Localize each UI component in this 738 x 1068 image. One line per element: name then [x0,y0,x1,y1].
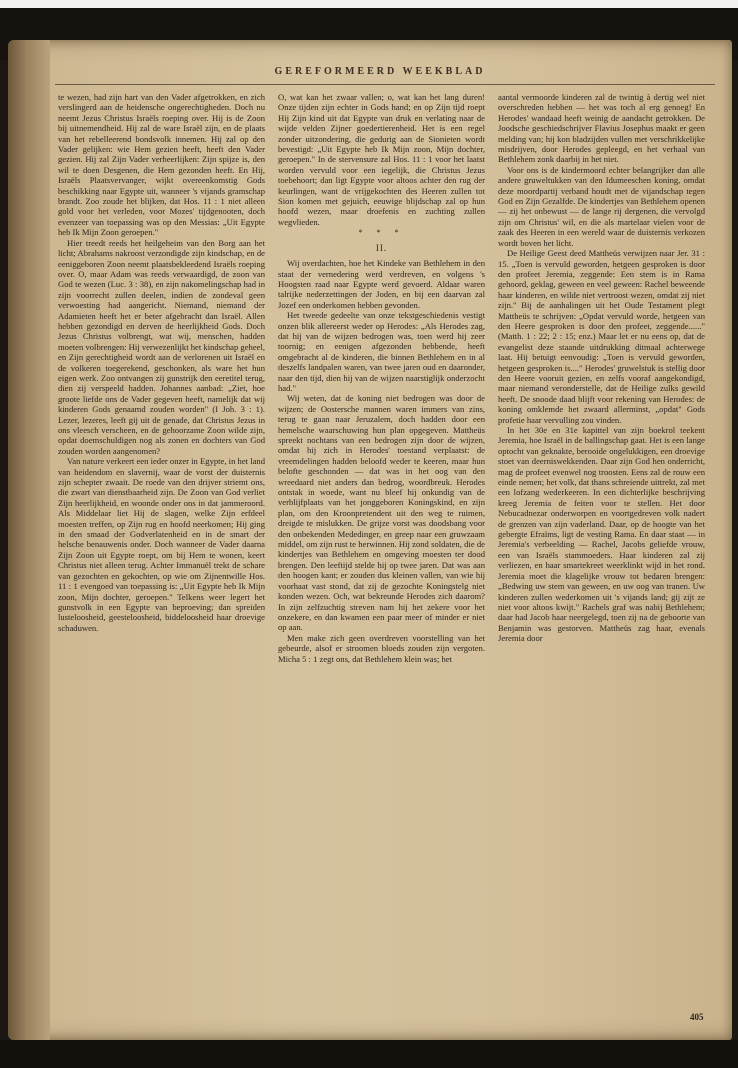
paragraph: O, wat kan het zwaar vallen; o, wat kan het lang duren! Onze tijden zijn echter in Gods hand; en op Zijn tijd roept Hij Zijn kind uit dat Egypte van druk en verlating naar de wijde velden Zijner goedertierenheid. Het is een regel zonder uitzondering, die gedurig aan de Sionieten wordt bevestigd: „Uit Egypte heb Ik Mijn zoon, Mijn dochter, geroepen." In de stervensure zal Hos. 11 : 1 voor het laatst worden vervuld voor een iegelijk, die Christus Jezus toebehoort; dan ligt Egypte voor altoos achter den rug der keurlingen, want de vrijgekochten des Heeren zullen tot Sion komen met gejuich, eeuwige blijdschap zal op hun hoofd wezen, maar droefenis en zuchting zullen wegvlieden. [278,92,485,227]
paragraph: Wij overdachten, hoe het Kindeke van Bethlehem in den staat der vernedering werd verdreven, en volgens 's Hoogsten raad naar Egypte werd gevoerd. Aldaar waren talrijke nederzettingen der Joden, en bij een daarvan zal Jozef een onderkomen hebben gevonden. [278,258,485,310]
running-header: GEREFORMEERD WEEKBLAD [274,66,486,77]
header-rule [55,84,715,85]
column-right [498,92,705,644]
paragraph: Van nature verkeert een ieder onzer in Egypte, in het land van heidendom en slavernij, waar de vorst der duisternis zijn schepter zwaait. De roede van den drijver striemt ons, die zwart van dienstbaarheid zijn. De Zoon van God verliet Zijn heerlijkheid, en woonde onder ons in dat jammeroord. Als Middelaar liet Hij de slagen, welke Zijn erfdeel moesten treffen, op Zijn rug en hoofd neerkomen; Hij ging in den smaad der Godverlatenheid en in de smart der helsche benauwenis onder. Doch wanneer de Vader daarna Zijn Zoon uit Egypte roept, om bij Hem te wonen, keert Christus niet alleen terug. Achter Immanuël trekt de schare van gezochten en gekochten, op wie om Zijnentwille Hos. 11 : 1 evengoed van toepassing is: „Uit Egypte heb Ik Mijn zoon, Mijn dochter, geroepen." Telkens weer legert het gunstvolk in een Egypte van beproeving; dan spreiden lusteloosheid, geesteloosheid, biddeloosheid haar droevige schaduwen. [58,456,265,633]
column-middle [278,92,485,664]
column-left [58,92,265,633]
paragraph: aantal vermoorde kinderen zal de twintig à dertig wel niet overschreden hebben — het was toch al erg genoeg! En Herodes' wandaad heeft weinig de aandacht getrokken. De Joodsche geschiedschrijver Flavius Josephus maakt er geen melding van; hij kon bladzijden vullen met verschrikkelijke misdrijven, door Herodes gepleegd, en het verhaal van Bethlehem zonk daarbij in het niet. [498,92,705,165]
section-divider-stars: * * * [358,228,405,238]
paragraph: Het tweede gedeelte van onze tekstgeschiedenis vestigt onzen blik allereerst weder op Herodes: „Als Herodes zag, dat hij van de wijzen bedrogen was, toen werd hij zeer toornig; en eenigen afgezonden hebbende, heeft omgebracht al de kinderen, die binnen Bethlehem en in al deszelfs landpalen waren, van twee jaren oud en daaronder, naar den tijd, dien hij van de wijzen naarstiglijk onderzocht had." [278,310,485,393]
paragraph: De Heilige Geest deed Mattheüs verwijzen naar Jer. 31 : 15. „Toen is vervuld geworden, hetgeen gesproken is door den profeet Jeremia, zeggende: Een stem is in Rama gehoord, geklag, geween en veel geween: Rachel beweende haar kinderen, en wilde niet vertroost wezen, omdat zij niet zijn." Bij de aanhalingen uit het Oude Testament plegt Mattheüs te schrijven: „Opdat vervuld worde, hetgeen van den Heere gesproken is door den profeet, zeggende......" (Matth. 1 : 22; 2 : 15; enz.) Maar let er nu eens op, dat de evangelist deze staande uitdrukking ditmaal achterwege laat. Hij betuigt eenvoudig: „Toen is vervuld geworden, hetgeen gesproken is...." Herodes' gruwelstuk is stellig door den Heere vooruit gezien, en zelfs vooraf aangekondigd, maar niemand veronderstelle, dat de Heilige zulks gewild heeft. De snoode daad blijft voor rekening van Herodes: de koning omklemde het zwaard allerminst, „opdat" Gods profetie haar vervulling zou vinden. [498,248,705,425]
page-binding-shadow [8,40,50,1040]
section-heading: II. [375,242,388,253]
scan-bottom-background [0,1040,738,1068]
paragraph: Men make zich geen overdreven voorstelling van het gebeurde, alsof er stroomen bloeds zouden zijn vergoten. Micha 5 : 1 zegt ons, dat Bethlehem klein was; het [278,632,485,664]
paragraph: Hier treedt reeds het heilgeheim van den Borg aan het licht; Abrahams nakroost verzondigde zijn kindschap, en de eeniggeboren Zoon neemt plaatsbekleedend Israëls roeping over. O, maar Adam was reeds verwaardigd, de zoon van God te wezen (Luc. 3 : 38), en zijn nakomelingschap had in zijn voorrecht zullen deelen, indien de zondeval geen verwoesting had aangericht. Niemand, niemand der Adamieten heeft het er beter afgebracht dan Israël. Allen hebben gezondigd en derven de heerlijkheid Gods. Doch Jezus Christus volbrengt, wat wij, menschen, hadden moeten volbrengen: Hij verwezenlijkt het kindschap geheel, en Zijn gerechtigheid wordt aan de verlorenen uit Israël en de volkeren toegerekend, geschonken, als ware het hun eigen werk. Zoo ontvangen zij gunstrijk den eeretitel terug, dien zij verspeeld hadden. Johannes aanbad: „Ziet, hoe groote liefde ons de Vader gegeven heeft, namelijk dat wij kinderen Gods genaamd zouden worden" (I Joh. 3 : 1). Lezer, lezeres, leeft gij uit de genade, dat Christus Jezus in ons vleesch verscheen, en de gehoorzame Zoon wilde zijn, opdat doemschuldigen nog als zonen en dochters van God zouden worden aangenomen? [58,237,265,456]
paragraph: te wezen, had zijn hart van den Vader afgetrokken, en zich verslingerd aan de heidensche ongerechtigheden. Doch nu neemt Jezus Christus Israëls roeping over. Hij is de Zoon bij uitnemendheid. Hij zal de ware Israël zijn, en de plaats van het rebelleerend bondsvolk innemen. Hij zal op den Vader gelijken: wie Hem gezien heeft, heeft den Vader gezien. Hij zal Zijn Vader verheerlijken: Zijn spijze is, den wil te doen Desgenen, die Hem gezonden heeft. En Hij, Israëls Plaatsvervanger, wijkt overeenkomstig Gods beschikking naar Egypte uit, wanneer 's vijands gramschap brandt. Zoo zoude het blijken, dat Hos. 11 : 1 niet alleen gold voor het verleden, voor Mozes' tijdgenooten, doch evenzeer van toepassing was op den Messias: „Uit Egypte heb Ik Mijn Zoon geroepen." [58,92,265,238]
paragraph: In het 30e en 31e kapittel van zijn boekrol teekent Jeremia, hoe Israël in de ballingschap gaat. Het is een lange optocht van geknakte, berooide ongelukkigen, een droevige stoet van deerniswekkenden. Daar zijn God hen onderricht, mag de profeet evenwel nog troosten. Eens zal de rouw een einde nemen; het volk, dat thans schreiende uittrekt, zal met een lofzang wederkeeren. In een dichterlijke beschrijving kreeg Jeremia de feiten voor te stellen. Het door Nebucadnezar onderworpen en voortgedreven volk nadert de grenzen van zijn vaderland. Daar, op de hoogte van het gebergte Efraïms, ligt de vesting Rama. En daar staat — in Jeremia's verbeelding — Rachel, Jacobs geliefde vrouw, een van Israëls stammoeders. Haar kinderen zal zij verliezen, en haar smartekreet weerklinkt wijd in het rond. Jeremia moet die klagelijke vrouw tot bedaren brengen: „Bedwing uw stem van geween, en uw oog van tranen. Uw kinderen zullen wederkomen uit 's vijands land; gij zijt ze niet voor altoos kwijt." Rachels graf was nabij Bethlehem; daar had Jacob haar neergelegd, toen zij na de geboorte van Benjamin was gestorven. Mattheüs zag haar, evenals Jeremia door [498,425,705,644]
paragraph: Voor ons is de kindermoord echter belangrijker dan alle andere gruweltukken van den Idumeeschen koning, omdat deze moordpartij verband houdt met de vijandschap tegen God en Zijn Gezalfde. De kindertjes van Bethlehem openen — zij het onbewust — de lange rij dergenen, die vervolgd zijn om Christus' wil, en die als martelaar vielen voor de zaak des Heeren in een wereld waar de duisternis verkozen wordt boven het licht. [498,164,705,248]
paragraph: Wij weten, dat de koning niet bedrogen was door de wijzen; de Oostersche mannen waren immers van zins, terug te gaan naar Jeruzalem, doch hadden door een hemelsche waarschuwing hun plan opgegeven. Mattheüs spreekt nochtans van een bedrogen zijn door de wijzen, omdat hij zich in Herodes' toestand verplaatst: de vreemdelingen hadden beloofd weder te keeren, maar hun belofte geschonden — dat was in het oog van den wreedaard niet anders dan bedrog, woordbreuk. Herodes ontstak in woede, want nu bleef hij onkundig van de verblijfplaats van het jonggeboren Koningskind, en zijn plan, om den Kroonpretendent uit den weg te ruimen, dreigde te mislukken. De grijze vorst was doodsbang voor den onbekenden Mededinger, en greep naar een gruwzaam middel, om zijn rust te herwinnen. Hij zond soldaten, die de kindertjes van Bethlehem en omgeving moesten ter dood brengen. Den leeftijd stelde hij op twee jaren. Dat was aan den hoogen kant; er zouden dus kleinen vallen, van wie hij voorhaat vast stond, dat zij de gezochte Koningstelg niet konden wezen. Och, wat bekreunde Herodes zich daarom? In zijn zelfzuchtig streven nam hij het zekere voor het onzekere, en dan kwamen een paar meer of minder er niet op aan. [278,393,485,633]
page-number: 405 [690,1012,704,1022]
scan-top-edge [0,0,738,8]
